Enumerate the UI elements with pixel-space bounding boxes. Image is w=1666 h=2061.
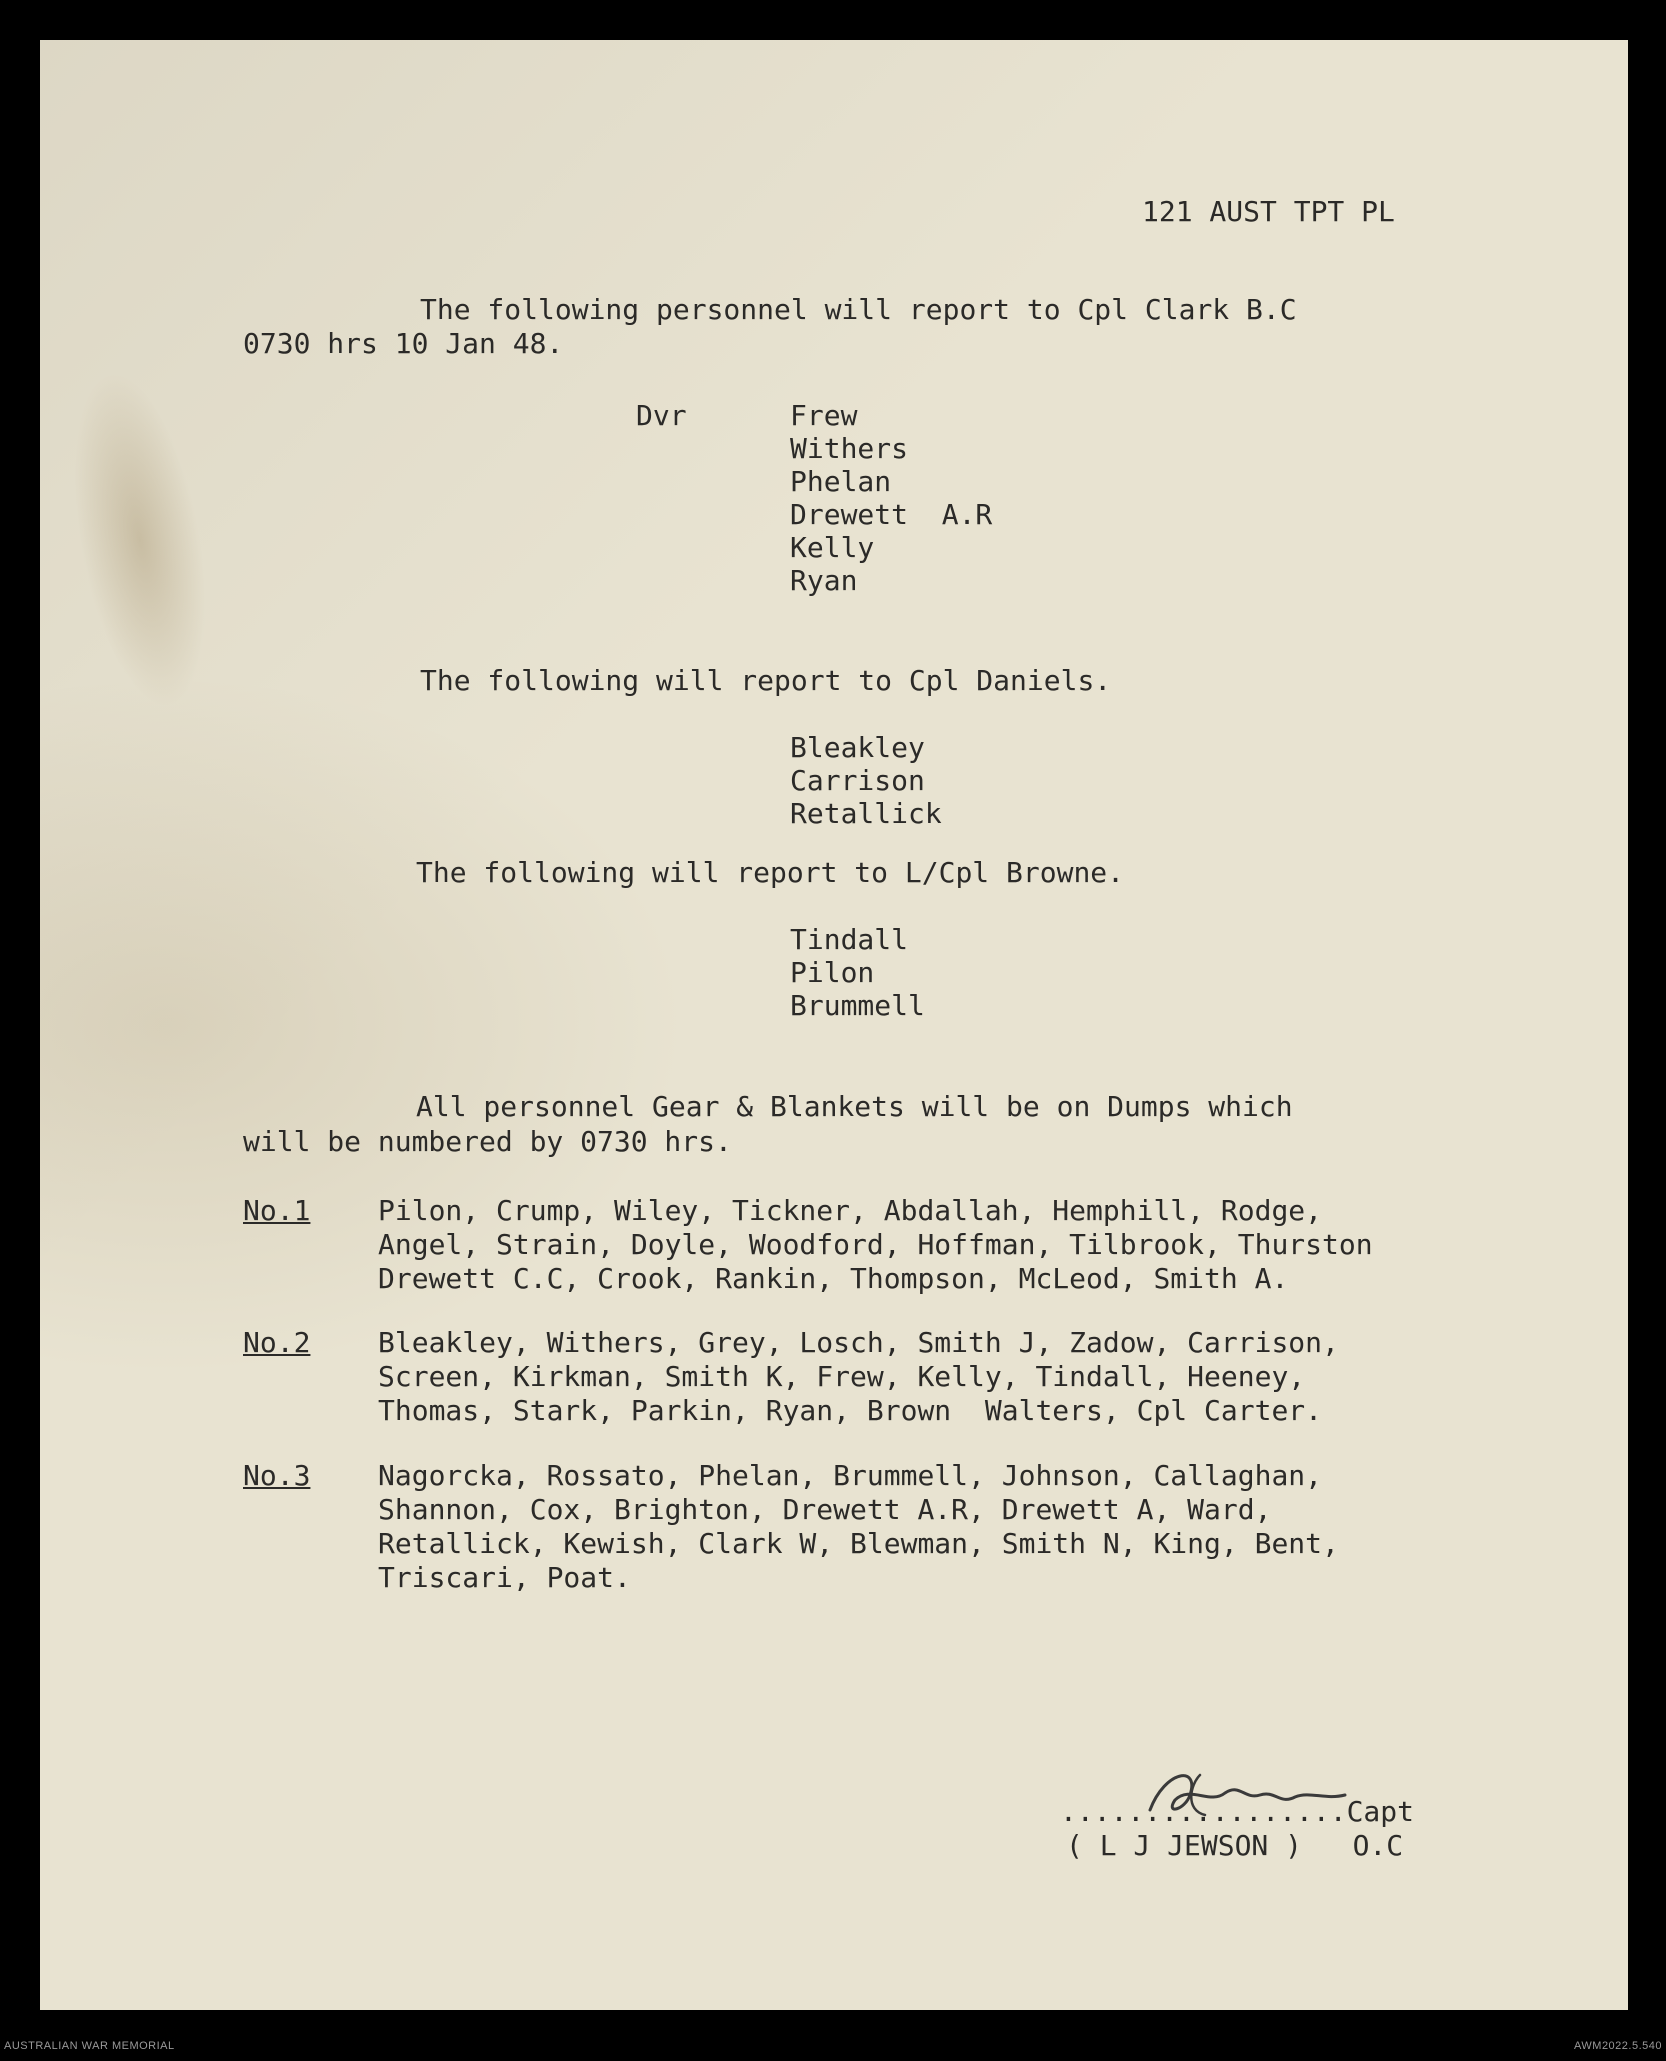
paper-stain bbox=[51, 362, 228, 718]
section2-intro: The following will report to Cpl Daniels. bbox=[420, 664, 1112, 697]
list-item: Ryan bbox=[790, 564, 858, 597]
list-item: Tindall bbox=[790, 923, 909, 956]
dump-names-line: Triscari, Poat. bbox=[378, 1561, 631, 1594]
section1-intro-line2: 0730 hrs 10 Jan 48. bbox=[243, 327, 564, 360]
signature-name-line: ( L J JEWSON ) O.C bbox=[1066, 1829, 1404, 1862]
dump-label-2: No.2 bbox=[243, 1326, 311, 1359]
footer-right-caption: AWM2022.5.540 bbox=[1573, 2040, 1662, 2052]
dump-names-line: Shannon, Cox, Brighton, Drewett A.R, Drewett A, Ward, bbox=[378, 1493, 1272, 1526]
list-item: Drewett A.R bbox=[790, 498, 993, 531]
section1-intro-line1: The following personnel will report to Cpl Clark B.C bbox=[420, 293, 1297, 326]
dump-names-line: Screen, Kirkman, Smith K, Frew, Kelly, Tindall, Heeney, bbox=[378, 1360, 1306, 1393]
dump-names-line: Thomas, Stark, Parkin, Ryan, Brown Walters, Cpl Carter. bbox=[378, 1394, 1323, 1427]
dump-names-line: Nagorcka, Rossato, Phelan, Brummell, Johnson, Callaghan, bbox=[378, 1459, 1323, 1492]
dump-names-line: Bleakley, Withers, Grey, Losch, Smith J, Zadow, Carrison, bbox=[378, 1326, 1339, 1359]
dump-label-1: No.1 bbox=[243, 1194, 311, 1227]
footer-left-caption: AUSTRALIAN WAR MEMORIAL bbox=[4, 2040, 175, 2052]
list-item: Retallick bbox=[790, 797, 942, 830]
list-item: Carrison bbox=[790, 764, 925, 797]
dump-label-3: No.3 bbox=[243, 1459, 311, 1492]
list-item: Brummell bbox=[790, 989, 925, 1022]
gear-notice-line2: will be numbered by 0730 hrs. bbox=[243, 1125, 732, 1158]
list-item: Withers bbox=[790, 432, 909, 465]
list-item: Frew bbox=[790, 399, 858, 432]
dump-names-line: Angel, Strain, Doyle, Woodford, Hoffman, Tilbrook, Thurston bbox=[378, 1228, 1373, 1261]
list-item: Phelan bbox=[790, 465, 892, 498]
dump-names-line: Retallick, Kewish, Clark W, Blewman, Smith N, King, Bent, bbox=[378, 1527, 1339, 1560]
gear-notice-line1: All personnel Gear & Blankets will be on Dumps which bbox=[416, 1090, 1293, 1123]
list-item: Kelly bbox=[790, 531, 875, 564]
section1-rank: Dvr bbox=[636, 399, 687, 432]
list-item: Pilon bbox=[790, 956, 875, 989]
signature-dots-line: .................Capt bbox=[1060, 1795, 1415, 1828]
section3-intro: The following will report to L/Cpl Browne. bbox=[416, 856, 1125, 889]
dump-names-line: Drewett C.C, Crook, Rankin, Thompson, McLeod, Smith A. bbox=[378, 1262, 1289, 1295]
list-item: Bleakley bbox=[790, 731, 925, 764]
dump-names-line: Pilon, Crump, Wiley, Tickner, Abdallah, Hemphill, Rodge, bbox=[378, 1194, 1323, 1227]
unit-heading: 121 AUST TPT PL bbox=[1142, 195, 1395, 228]
